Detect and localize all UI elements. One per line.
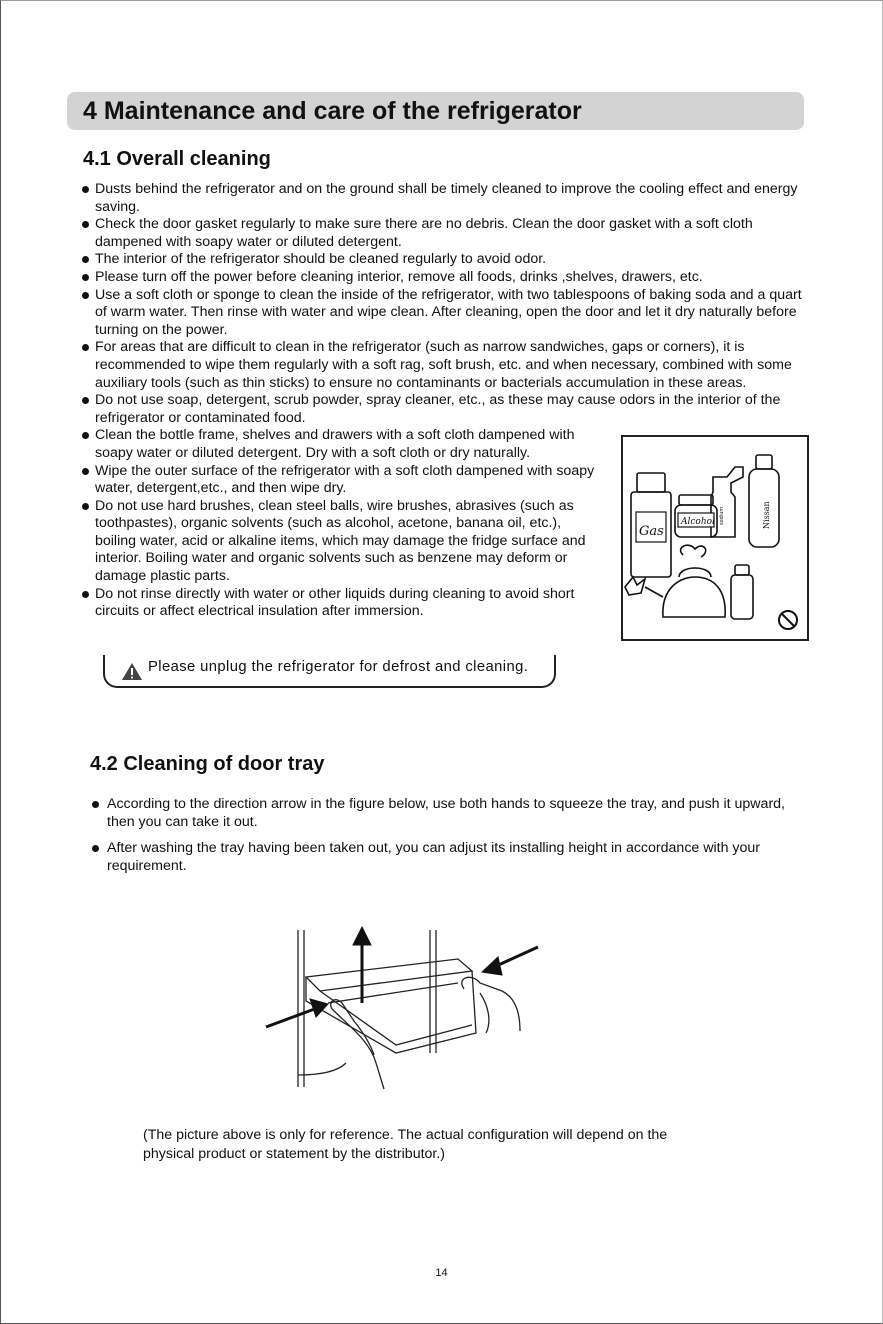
bottle-label: sodium — [719, 506, 725, 525]
squeeze-left-arrow-icon — [494, 947, 538, 967]
warning-text: Please unplug the refrigerator for defrost and cleaning. — [148, 659, 529, 675]
list-item: The interior of the refrigerator should be cleaned regularly to avoid odor. — [81, 251, 816, 269]
list-item: Do not use hard brushes, clean steel balls, wire brushes, abrasives (such as toothpastes), organic solvents (such as alcohol, acetone, banana oil, etc.), boiling water, acid or alkaline items, which may damage the fridge surface and interior. Boiling water and organic solvents such as benzene may deform or damage plastic parts. — [81, 498, 603, 586]
page-number: 14 — [435, 1267, 448, 1279]
kettle-icon — [663, 577, 725, 617]
list-item: Wipe the outer surface of the refrigerator with a soft cloth dampened with soapy water, detergent,etc., and then wipe dry. — [81, 463, 603, 498]
squeeze-right-arrow-icon — [266, 1007, 320, 1027]
alcohol-label: Alcohol — [681, 517, 715, 527]
prohibited-cleaners-illustration — [621, 435, 809, 641]
list-item: Check the door gasket regularly to make sure there are no debris. Clean the door gasket with a soft cloth dampened with soapy water or diluted detergent. — [81, 216, 816, 251]
prohibited-cleaners-drawing — [623, 437, 807, 639]
list-item: Do not rinse directly with water or other liquids during cleaning to avoid short circuits or affect electrical insulation after immersion. — [81, 586, 603, 621]
right-hand-icon — [462, 977, 520, 1031]
list-item: For areas that are difficult to clean in the refrigerator (such as narrow sandwiches, gaps or corners), it is recommended to wipe them regularly with a soft rag, soft brush, etc. and when necessary, combined with some auxiliary tools (such as thin sticks) to ensure no contaminants or bacterials accumulation in these areas. — [81, 339, 816, 392]
small-bottle-icon — [731, 575, 753, 619]
prohibited-icon — [779, 611, 797, 629]
list-item: According to the direction arrow in the figure below, use both hands to squeeze the tray, and push it upward, then you can take it out. — [90, 796, 790, 831]
list-item: Use a soft cloth or sponge to clean the inside of the refrigerator, with two tablespoons of baking soda and a quart of warm water. Then rinse with water and wipe clean. After cleaning, open the door and let it dry naturally before turning on the power. — [81, 287, 816, 340]
section-title-overall-cleaning: 4.1 Overall cleaning — [83, 148, 271, 170]
gas-label: Gas — [639, 524, 664, 539]
door-tray-list — [90, 796, 790, 875]
list-item: Please turn off the power before cleaning interior, remove all foods, drinks ,shelves, drawers, etc. — [81, 269, 816, 287]
list-item: Dusts behind the refrigerator and on the ground shall be timely cleaned to improve the cooling effect and energy saving. — [81, 181, 816, 216]
section-title-door-tray: 4.2 Cleaning of door tray — [90, 753, 325, 775]
warning-icon — [121, 662, 143, 681]
list-item: After washing the tray having been taken out, you can adjust its installing height in accordance with your requirement. — [90, 840, 790, 875]
list-item: Clean the bottle frame, shelves and drawers with a soft cloth dampened with soapy water or diluted detergent. Dry with a soft cloth or dry naturally. — [81, 427, 603, 462]
warning-callout — [103, 655, 556, 688]
chapter-title: 4 Maintenance and care of the refrigerator — [83, 97, 582, 125]
reference-note: (The picture above is only for reference. The actual configuration will depend on the physical product or statement by the distributor.) — [143, 1127, 668, 1162]
bottle-label: Nissan — [762, 501, 771, 529]
spray-bottle-icon — [711, 467, 743, 537]
chapter-header — [67, 92, 804, 130]
list-item: Do not use soap, detergent, scrub powder, spray cleaner, etc., as these may cause odors in the interior of the refrigerator or contaminated food. — [81, 392, 816, 427]
door-tray-removal-figure — [258, 925, 550, 1095]
